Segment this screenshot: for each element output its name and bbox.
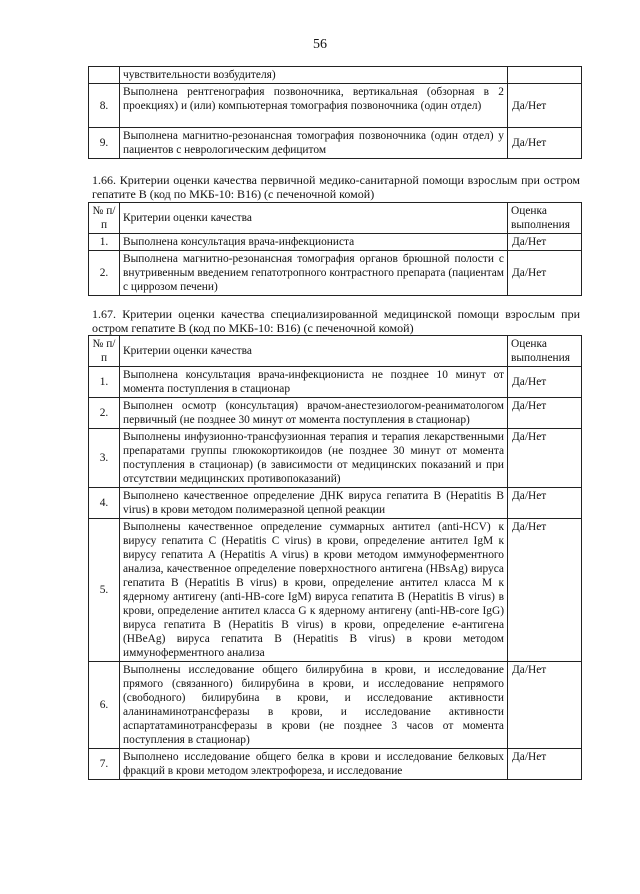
header-number: № п/п (89, 336, 120, 367)
row-number: 5. (89, 519, 120, 662)
table-row (89, 67, 582, 84)
header-criterion: Критерии оценки качества (120, 336, 508, 367)
row-criterion: Выполнено исследование общего белка в крови и исследование белковых фракций в крови методом электрофореза, и исследование (120, 749, 508, 780)
row-number: 1. (89, 367, 120, 398)
row-evaluation: Да/Нет (508, 662, 582, 749)
table-row (89, 398, 582, 429)
row-evaluation: Да/Нет (508, 398, 582, 429)
row-number: 3. (89, 429, 120, 488)
table-header-row (89, 203, 582, 234)
row-evaluation: Да/Нет (508, 488, 582, 519)
row-criterion: Выполнены качественное определение суммарных антител (anti-HCV) к вирусу гепатита C (Hepatitis C virus) в крови, определение антител IgM к вирусу гепатита A (Hepatitis A virus) в крови методом иммуноферментного анализа, качественное определение поверхностного антигена (HBsAg) вируса гепатита B (Hepatitis B virus) в крови, определение антител класса M к ядерному антигену (anti-HB-core IgM) вируса гепатита B (Hepatitis B virus) в крови, определение антител класса G к ядерному антигену (anti-HB-core IgG) вируса гепатита B (Hepatitis B virus) в крови, определение e-антигена (HBeAg) вируса гепатита B (Hepatitis B virus) в крови методом иммуноферментного анализа (120, 519, 508, 662)
page-number: 56 (313, 37, 327, 52)
section-title-1-66: 1.66. Критерии оценки качества первичной медико-санитарной помощи взрослым при остром гепатите B (код по МКБ-10: B16) (с печеночной комой) (92, 173, 580, 201)
row-number: 4. (89, 488, 120, 519)
row-evaluation: Да/Нет (508, 128, 582, 159)
row-number: 6. (89, 662, 120, 749)
row-criterion: Выполнено качественное определение ДНК вируса гепатита B (Hepatitis B virus) в крови методом полимеразной цепной реакции (120, 488, 508, 519)
table-row (89, 128, 582, 159)
table-row (89, 367, 582, 398)
table-row (89, 234, 582, 251)
row-number: 1. (89, 234, 120, 251)
table-row (89, 84, 582, 128)
row-number (89, 67, 120, 84)
table-header-row (89, 336, 582, 367)
row-criterion: чувствительности возбудителя) (120, 67, 508, 84)
criteria-table-1-66 (88, 202, 582, 296)
table-row (89, 488, 582, 519)
row-evaluation: Да/Нет (508, 251, 582, 296)
criteria-table-1-67 (88, 335, 582, 780)
row-number: 7. (89, 749, 120, 780)
row-criterion: Выполнена рентгенография позвоночника, вертикальная (обзорная в 2 проекциях) и (или) компьютерная томография позвоночника (один отдел) (120, 84, 508, 128)
row-number: 2. (89, 398, 120, 429)
criteria-table-continuation (88, 66, 582, 159)
table-row (89, 662, 582, 749)
row-criterion: Выполнены исследование общего билирубина в крови, и исследование прямого (связанного) билирубина в крови, и исследование непрямого (свободного) билирубина в крови, и исследование активности аланинаминотрансферазы в крови, и исследование активности аспартатаминотрансферазы в крови (не позднее 3 часов от момента поступления в стационар) (120, 662, 508, 749)
row-criterion: Выполнен осмотр (консультация) врачом-анестезиологом-реаниматологом первичный (не позднее 30 минут от момента поступления в стационар) (120, 398, 508, 429)
row-number: 8. (89, 84, 120, 128)
table-row (89, 519, 582, 662)
table-row (89, 429, 582, 488)
row-evaluation: Да/Нет (508, 429, 582, 488)
header-criterion: Критерии оценки качества (120, 203, 508, 234)
table-row (89, 749, 582, 780)
row-criterion: Выполнена магнитно-резонансная томография позвоночника (один отдел) у пациентов с неврологическим дефицитом (120, 128, 508, 159)
header-number: № п/п (89, 203, 120, 234)
row-evaluation: Да/Нет (508, 234, 582, 251)
row-criterion: Выполнены инфузионно-трансфузионная терапия и терапия лекарственными препаратами группы глюкокортикоидов (не позднее 30 минут от момента поступления в стационар) (в зависимости от медицинских показаний и при отсутствии медицинских противопоказаний) (120, 429, 508, 488)
row-number: 2. (89, 251, 120, 296)
row-evaluation (508, 67, 582, 84)
header-evaluation: Оценка выполнения (508, 203, 582, 234)
header-evaluation: Оценка выполнения (508, 336, 582, 367)
table-row (89, 251, 582, 296)
row-evaluation: Да/Нет (508, 749, 582, 780)
row-evaluation: Да/Нет (508, 84, 582, 128)
row-number: 9. (89, 128, 120, 159)
row-criterion: Выполнена магнитно-резонансная томография органов брюшной полости с внутривенным введением гепатотропного контрастного препарата (пациентам с циррозом печени) (120, 251, 508, 296)
row-evaluation: Да/Нет (508, 519, 582, 662)
row-criterion: Выполнена консультация врача-инфекциониста (120, 234, 508, 251)
row-criterion: Выполнена консультация врача-инфекциониста не позднее 10 минут от момента поступления в стационар (120, 367, 508, 398)
section-title-1-67: 1.67. Критерии оценки качества специализированной медицинской помощи взрослым при остром гепатите B (код по МКБ-10: B16) (с печеночной комой) (92, 307, 580, 335)
row-evaluation: Да/Нет (508, 367, 582, 398)
